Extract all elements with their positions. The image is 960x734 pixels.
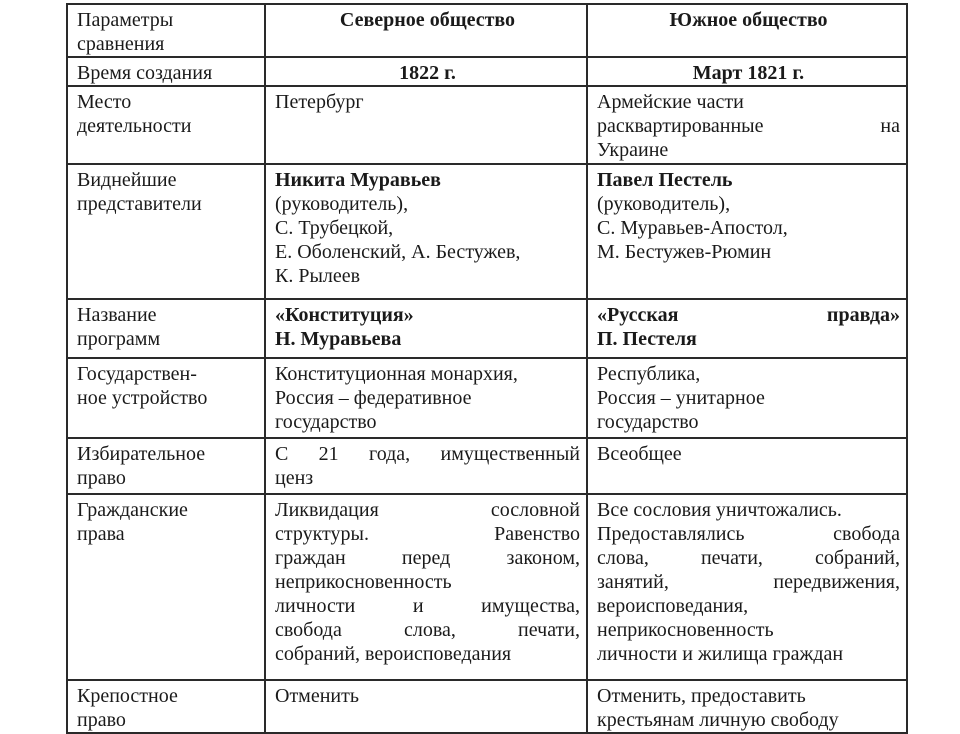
south-cell-line: Украине xyxy=(597,139,669,161)
row-label-line: Место xyxy=(77,91,132,113)
north-cell-line: К. Рылеев xyxy=(275,265,361,287)
row-label xyxy=(67,494,265,680)
comparison-table xyxy=(66,3,908,734)
south-cell xyxy=(587,57,907,86)
table-row xyxy=(67,57,907,86)
south-cell-line: занятий, передвижения, xyxy=(597,571,900,593)
south-cell-line: слова, печати, собраний, xyxy=(597,547,900,569)
header-south-society: Южное общество xyxy=(587,4,907,57)
table-row xyxy=(67,299,907,358)
south-cell xyxy=(587,494,907,680)
row-label xyxy=(67,299,265,358)
north-cell-line: Россия – федеративное xyxy=(275,387,472,409)
north-cell-line: Ликвидация сословной xyxy=(275,499,580,521)
south-cell-line: Отменить, предоставить xyxy=(597,685,806,707)
south-cell-line: П. Пестеля xyxy=(597,328,697,350)
south-cell-line: крестьянам личную свободу xyxy=(597,709,839,731)
north-cell-line: (руководитель), xyxy=(275,193,409,215)
row-label xyxy=(67,164,265,299)
row-label-line: Крепостное xyxy=(77,685,178,707)
south-cell xyxy=(587,164,907,299)
south-cell-line: Республика, xyxy=(597,363,701,385)
north-cell xyxy=(265,358,587,438)
table-row xyxy=(67,358,907,438)
north-cell-line: свобода слова, печати, xyxy=(275,619,580,641)
row-label xyxy=(67,86,265,164)
north-cell-line: Никита Муравьев xyxy=(275,169,441,191)
header-parameters-line: сравнения xyxy=(77,33,165,55)
row-label-line: Гражданские xyxy=(77,499,188,521)
row-label-line: представители xyxy=(77,193,202,215)
row-label-line: Государствен- xyxy=(77,363,197,385)
south-cell-line: Павел Пестель xyxy=(597,169,733,191)
row-label-line: право xyxy=(77,709,126,731)
table-row xyxy=(67,164,907,299)
north-cell-line: Петербург xyxy=(275,91,364,113)
row-label-line: деятельности xyxy=(77,115,192,137)
south-cell-line: Все сословия уничтожались. xyxy=(597,499,842,521)
north-cell-line: 1822 г. xyxy=(399,62,456,84)
row-label-line: Название xyxy=(77,304,157,326)
row-label-line: программ xyxy=(77,328,161,350)
row-label xyxy=(67,680,265,733)
row-label xyxy=(67,438,265,494)
south-cell xyxy=(587,358,907,438)
table-row xyxy=(67,438,907,494)
row-label-line: Виднейшие xyxy=(77,169,177,191)
south-cell-line: М. Бестужев-Рюмин xyxy=(597,241,772,263)
north-cell-line: структуры. Равенство xyxy=(275,523,580,545)
south-cell xyxy=(587,680,907,733)
north-cell-line: Конституционная монархия, xyxy=(275,363,518,385)
north-cell xyxy=(265,164,587,299)
south-cell-line: расквартированные на xyxy=(597,115,900,137)
south-cell xyxy=(587,299,907,358)
north-cell-line: неприкосновенность xyxy=(275,571,452,593)
south-cell-line: (руководитель), xyxy=(597,193,731,215)
south-cell-line: «Русская правда» xyxy=(597,304,900,326)
row-label-line: Время создания xyxy=(77,62,213,84)
table-row xyxy=(67,86,907,164)
north-cell-line: личности и имущества, xyxy=(275,595,580,617)
north-cell-line: государство xyxy=(275,411,377,433)
north-cell-line: Е. Оболенский, А. Бестужев, xyxy=(275,241,521,263)
row-label-line: права xyxy=(77,523,125,545)
south-cell-line: государство xyxy=(597,411,699,433)
north-cell xyxy=(265,57,587,86)
south-cell xyxy=(587,438,907,494)
north-cell-line: С 21 года, имущественный xyxy=(275,443,580,465)
south-cell xyxy=(587,86,907,164)
header-parameters xyxy=(67,4,265,57)
north-cell-line: граждан перед законом, xyxy=(275,547,580,569)
row-label-line: право xyxy=(77,467,126,489)
south-cell-line: неприкосновенность xyxy=(597,619,774,641)
north-cell-line: Отменить xyxy=(275,685,359,707)
south-cell-line: Армейские части xyxy=(597,91,744,113)
south-cell-line: С. Муравьев-Апостол, xyxy=(597,217,788,239)
south-cell-line: Март 1821 г. xyxy=(692,62,805,84)
south-cell-line: Россия – унитарное xyxy=(597,387,765,409)
north-cell-line: ценз xyxy=(275,467,314,489)
south-cell-line: вероисповедания, xyxy=(597,595,749,617)
south-cell-line: личности и жилища граждан xyxy=(597,643,844,665)
header-north-society: Северное общество xyxy=(265,4,587,57)
north-cell xyxy=(265,680,587,733)
row-label xyxy=(67,358,265,438)
south-cell-line: Всеобщее xyxy=(597,443,682,465)
row-label xyxy=(67,57,265,86)
north-cell-line: С. Трубецкой, xyxy=(275,217,394,239)
north-cell-line: «Конституция» xyxy=(275,304,414,326)
north-cell-line: Н. Муравьева xyxy=(275,328,402,350)
north-cell-line: собраний, вероисповедания xyxy=(275,643,512,665)
north-cell xyxy=(265,86,587,164)
row-label-line: ное устройство xyxy=(77,387,208,409)
north-cell xyxy=(265,299,587,358)
table-row xyxy=(67,680,907,733)
north-cell xyxy=(265,494,587,680)
header-parameters-line: Параметры xyxy=(77,9,174,31)
row-label-line: Избирательное xyxy=(77,443,206,465)
header-row xyxy=(67,4,907,57)
north-cell xyxy=(265,438,587,494)
south-cell-line: Предоставлялись свобода xyxy=(597,523,900,545)
table-row xyxy=(67,494,907,680)
